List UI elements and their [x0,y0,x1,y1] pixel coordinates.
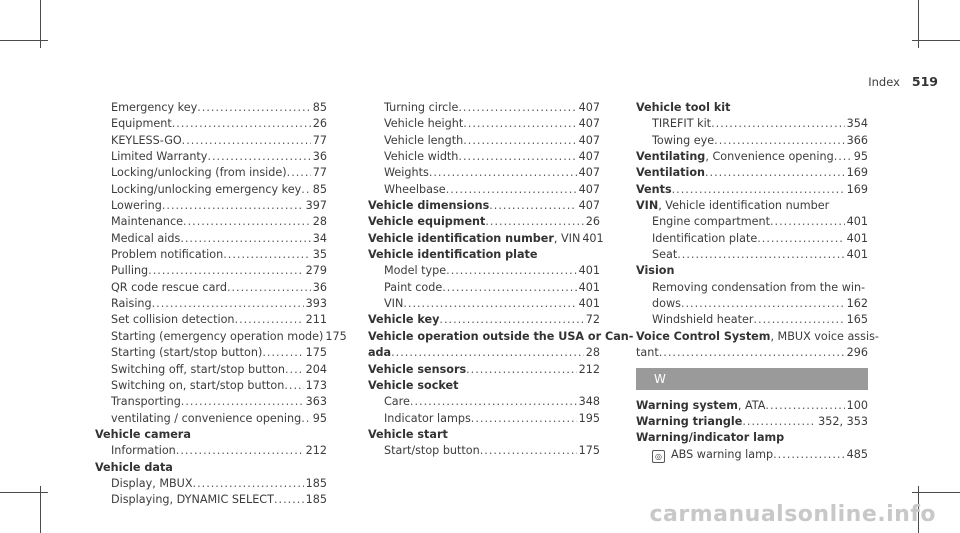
entry-list [636,214,868,263]
entry-page: 279 [305,264,327,278]
entry-text: Starting (emergency operation mode) [111,329,324,343]
index-entry[interactable] [636,165,868,181]
entry-text: Displaying, DYNAMIC SELECT [111,493,274,507]
index-entry[interactable] [368,116,600,132]
index-entry[interactable] [95,476,327,492]
entry-subtext: , Vehicle identification number [658,199,830,213]
entry-text: Set collision detection [111,313,235,327]
crop-mark [0,40,48,41]
index-column-1 [95,100,347,509]
entry-text: Vehicle height [384,117,464,131]
entry-text: Transporting [111,395,181,409]
entry-page: 407 [578,199,600,213]
index-column-2 [368,100,634,460]
index-entry[interactable] [95,280,327,296]
index-entry[interactable] [95,165,327,181]
entry-page: 407 [578,150,600,164]
index-heading: Vehicle start [368,427,448,441]
entry-text: TIREFIT kit [652,117,712,131]
entry-text: Removing condensation from the win- [652,280,866,294]
index-entry[interactable] [636,149,868,165]
entry-text: Locking/unlocking (from inside) [111,166,287,180]
entry-page: 407 [578,101,600,114]
entry-text: tant [636,346,659,360]
index-entry[interactable] [95,198,327,214]
entry-page: 352, 353 [818,414,868,428]
entry-text: Vehicle equipment [368,215,486,229]
entry-page: 401 [846,215,868,229]
abs-warning-icon: ◎ [652,450,665,463]
entry-page: 35 [312,248,327,262]
section-letter-band: W [636,368,868,390]
entry-text: Wheelbase [384,182,446,196]
entry-page: 366 [846,133,868,147]
index-entry[interactable] [95,100,327,116]
index-heading: Vehicle camera [95,427,191,441]
index-heading: Vehicle data [95,460,173,474]
entry-text: Paint code [384,280,443,294]
entry-page: 397 [305,199,327,213]
entry-page: 95 [853,150,868,164]
crop-mark [912,492,960,493]
entry-text: Medical aids [111,231,181,245]
index-heading: Vision [636,264,675,278]
index-entry[interactable] [368,312,600,328]
entry-page: 401 [578,264,600,278]
index-entry[interactable] [95,345,327,361]
entry-text: Pulling [111,264,149,278]
entry-list [368,394,600,427]
entry-text: Engine compartment [652,215,770,229]
entry-page: 212 [305,444,327,458]
index-entry[interactable] [95,492,327,508]
entry-page: 195 [578,411,600,425]
entry-text: Identification plate [652,231,758,245]
entry-page: 77 [312,166,327,180]
entry-list [636,116,868,149]
entry-list [95,100,347,427]
index-entry[interactable] [95,263,327,279]
entry-text: Care [384,395,410,409]
entry-text: Turning circle [384,101,459,114]
watermark: carmanualsonline.info [649,502,936,527]
section-title: Index [868,75,900,89]
index-entry[interactable] [95,378,327,394]
index-entry[interactable] [95,411,327,427]
entry-text: ABS warning lamp [671,447,774,461]
entry-text: VIN [384,297,404,311]
entry-page: 28 [312,215,327,229]
entry-page: 26 [585,215,600,229]
crop-mark [40,486,41,533]
entry-subtext: , Convenience opening [705,150,834,164]
entry-page: 185 [305,493,327,507]
entry-text: KEYLESS-GO [111,133,182,147]
entry-page: 169 [846,166,868,180]
entry-text: Windshield heater [652,313,754,327]
index-heading: Vehicle identification plate [368,248,538,262]
entry-page: 212 [578,362,600,376]
index-entry[interactable] [368,411,600,427]
entry-page: 485 [846,447,868,461]
index-entry[interactable] [636,398,868,414]
index-entry[interactable] [368,231,604,247]
index-entry[interactable] [95,394,327,410]
entry-page: 401 [578,297,600,311]
index-entry[interactable] [636,345,868,361]
entry-subtext: , VIN [553,231,581,245]
entry-page: 348 [578,395,600,409]
entry-text: Switching on, start/stop button [111,378,285,392]
entry-text: ventilating / convenience opening [111,411,302,425]
entry-page: 175 [578,444,600,458]
index-entry[interactable] [368,100,600,116]
page-number: 519 [911,74,938,89]
index-entry[interactable] [368,362,600,378]
entry-page: 401 [582,231,604,245]
index-entry[interactable] [368,198,600,214]
entry-text: Ventilating [636,150,706,164]
entry-page: 204 [305,362,327,376]
entry-page: 36 [312,150,327,164]
entry-page: 401 [846,231,868,245]
index-heading [636,198,868,214]
entry-text: Ventilation [636,166,705,180]
index-heading: Vehicle tool kit [636,101,731,114]
entry-page: 393 [305,297,327,311]
entry-text: Vehicle length [384,133,464,147]
index-entry[interactable] [95,116,327,132]
entry-page: 95 [312,411,327,425]
index-entry[interactable] [636,214,868,230]
entry-text: Problem notification [111,248,224,262]
index-column-3 [636,100,879,463]
index-entry[interactable] [95,443,327,459]
index-entry[interactable] [636,312,868,328]
entry-text: QR code rescue card [111,280,227,294]
index-entry[interactable] [95,149,327,165]
index-entry[interactable] [368,345,600,361]
entry-page: 363 [305,395,327,409]
entry-page: 407 [578,133,600,147]
entry-text: Vents [636,182,672,196]
entry-page: 407 [578,182,600,196]
entry-page: 162 [846,297,868,311]
index-entry[interactable] [636,247,868,263]
entry-text: VIN [636,199,659,213]
entry-subtext: , ATA [737,398,766,412]
index-entry[interactable] [95,362,327,378]
entry-page: 185 [305,476,327,490]
index-heading: Warning/indicator lamp [636,431,785,445]
entry-text: Lowering [111,199,162,213]
index-heading: Vehicle operation outside the USA or Can- [368,329,634,343]
entry-page: 401 [578,280,600,294]
index-entry[interactable] [95,296,327,312]
entry-page: 211 [305,313,327,327]
index-entry[interactable] [636,133,868,149]
entry-page: 407 [578,166,600,180]
entry-list [95,476,327,509]
entry-page: 85 [312,101,327,114]
crop-mark [912,40,960,41]
entry-text: Indicator lamps [384,411,471,425]
index-heading: Vehicle socket [368,378,459,392]
entry-text: Vehicle width [384,150,459,164]
entry-list [368,263,600,312]
index-entry[interactable] [636,116,868,132]
index-entry[interactable] [368,263,600,279]
entry-text: Information [111,444,176,458]
entry-text: Vehicle key [368,313,440,327]
crop-mark [0,492,48,493]
entry-page: 165 [846,313,868,327]
index-entry[interactable] [368,394,600,410]
entry-text: Warning triangle [636,414,743,428]
index-heading [636,329,879,345]
index-entry[interactable] [636,231,868,247]
entry-text: Switching off, start/stop button [111,362,285,376]
index-entry[interactable] [95,214,327,230]
entry-text: Equipment [111,117,172,131]
entry-text: Emergency key [111,101,198,114]
entry-page: 173 [305,378,327,392]
entry-page: 85 [312,182,327,196]
entry-text: dows [652,297,681,311]
index-entry[interactable] [368,165,600,181]
index-entry[interactable] [636,182,868,198]
entry-text: Seat [652,248,678,262]
index-entry[interactable] [368,214,600,230]
entry-list [368,100,600,198]
entry-page: 175 [325,329,347,343]
entry-subtext: , MBUX voice assis- [770,329,879,343]
entry-text: Raising [111,297,152,311]
index-entry[interactable] [368,149,600,165]
index-entry[interactable] [368,280,600,296]
entry-page: 36 [312,280,327,294]
entry-page: 175 [305,346,327,360]
index-entry[interactable] [95,182,327,198]
entry-text: Towing eye [652,133,715,147]
index-entry[interactable] [368,133,600,149]
entry-page: 100 [846,398,868,412]
index-entry[interactable] [636,447,868,463]
entry-page: 26 [312,117,327,131]
entry-text: Vehicle sensors [368,362,467,376]
index-entry[interactable] [95,312,327,328]
entry-text: Display, MBUX [111,476,193,490]
index-entry[interactable] [368,182,600,198]
index-entry[interactable] [95,231,327,247]
entry-text: Voice Control System [636,329,771,343]
index-entry[interactable] [95,133,327,149]
entry-page: 169 [846,182,868,196]
entry-page: 407 [578,117,600,131]
entry-page: 34 [312,231,327,245]
entry-text: ada [368,346,392,360]
entry-text: Weights [384,166,429,180]
entry-text: Starting (start/stop button) [111,346,263,360]
entry-page: 296 [846,346,868,360]
entry-page: 28 [585,346,600,360]
entry-page: 72 [585,313,600,327]
entry-text: Warning system [636,398,738,412]
entry-text: Model type [384,264,447,278]
entry-text: Start/stop button [384,444,480,458]
index-entry[interactable] [636,414,868,430]
index-entry[interactable] [95,329,347,345]
entry-page: 354 [846,117,868,131]
entry-text: Vehicle identification number [368,231,554,245]
entry-page: 77 [312,133,327,147]
index-entry[interactable] [95,247,327,263]
entry-text: Vehicle dimensions [368,199,490,213]
entry-text: Locking/unlocking emergency key [111,182,302,196]
entry-text: Maintenance [111,215,184,229]
index-entry[interactable] [368,443,600,459]
entry-page: 401 [846,248,868,262]
page-header [868,74,938,89]
index-entry[interactable] [636,296,868,312]
entry-text: Limited Warranty [111,150,208,164]
index-entry[interactable] [368,296,600,312]
